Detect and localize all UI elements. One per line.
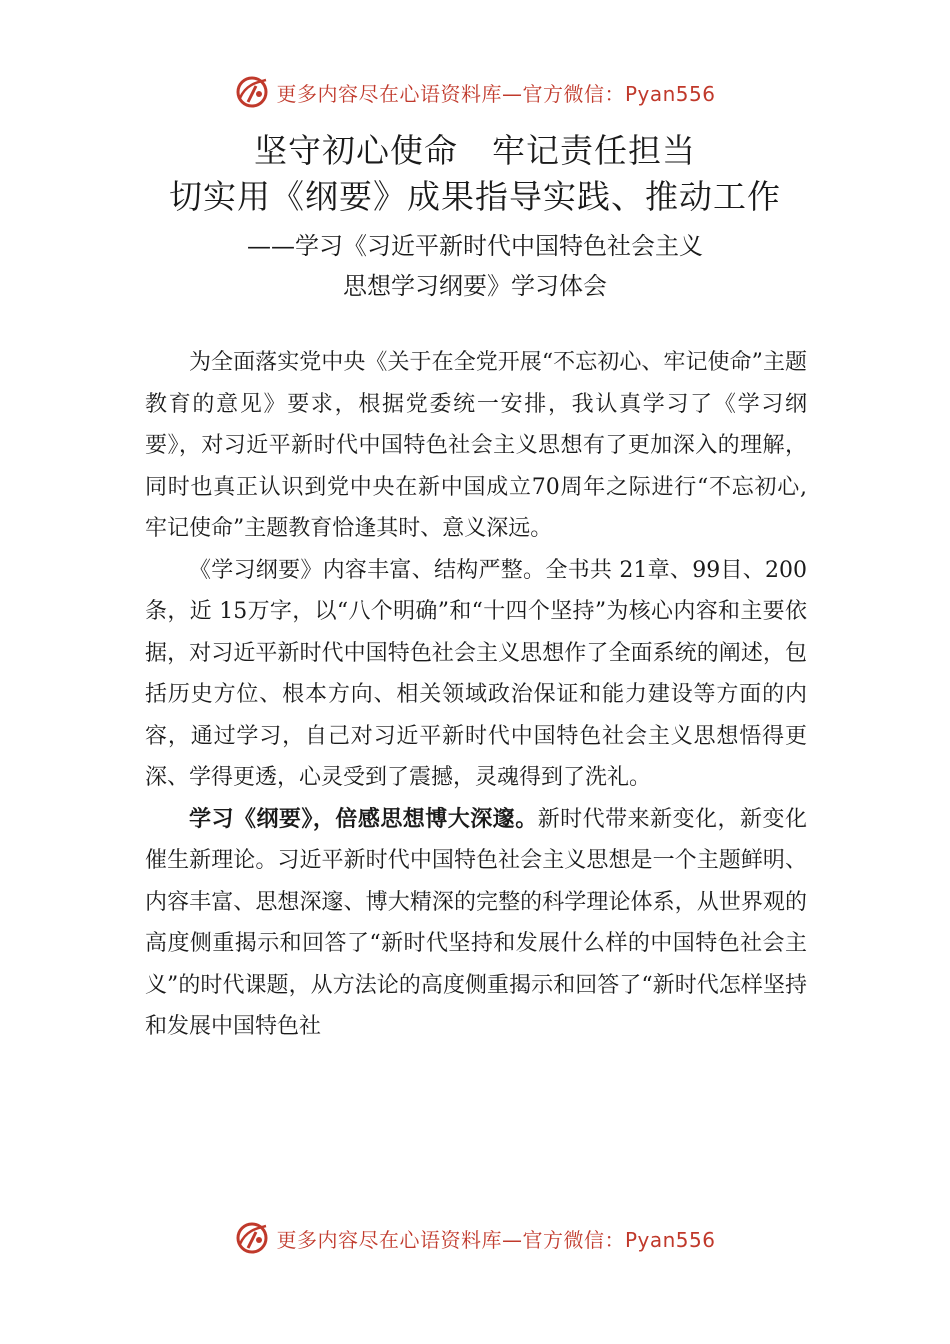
subtitle-line-1: ——学习《习近平新时代中国特色社会主义 [247, 232, 703, 260]
subtitle-line-2: 思想学习纲要》学习体会 [343, 272, 607, 300]
footer-banner [0, 1218, 950, 1258]
header-banner [0, 72, 950, 112]
footer-banner-text: 更多内容尽在心语资料库—官方微信：Pyan556 [276, 1227, 716, 1252]
document-body [145, 342, 807, 1048]
paragraph-1: 为全面落实党中央《关于在全党开展“不忘初心、牢记使命”主题教育的意见》要求，根据党委统一安排，我认真学习了《学习纲要》，对习近平新时代中国特色社会主义思想有了更加深入的理解，同时也真正认识到党中央在新中国成立70周年之际进行“不忘初心,牢记使命”主题教育恰逢其时、意义深远。 [145, 350, 807, 541]
header-banner-text: 更多内容尽在心语资料库—官方微信：Pyan556 [276, 81, 716, 106]
paragraph-3-text: 新时代带来新变化，新变化催生新理论。习近平新时代中国特色社会主义思想是一个主题鲜明、内容丰富、思想深邃、博大精深的完整的科学理论体系，从世界观的高度侧重揭示和回答了“新时代坚持和发展什么样的中国特色社会主义”的时代课题，从方法论的高度侧重揭示和回答了“新时代怎样坚持和发展中国特色社 [145, 806, 807, 1039]
paragraph-3 [145, 799, 807, 1048]
title-block [0, 128, 950, 306]
paragraph-3-lead: 学习《纲要》，倍感思想博大深邃。 [189, 806, 538, 832]
logo-icon [234, 1220, 270, 1256]
title-line-2: 切实用《纲要》成果指导实践、推动工作 [169, 177, 781, 216]
paragraph-2: 《学习纲要》内容丰富、结构严整。全书共 21章、99目、200条，近 15万字，以“八个明确”和“十四个坚持”为核心内容和主要依据，对习近平新时代中国特色社会主义思想作了全面系统的阐述，包括历史方位、根本方向、相关领域政治保证和能力建设等方面的内容，通过学习，自己对习近平新时代中国特色社会主义思想悟得更深、学得更透，心灵受到了震撼，灵魂得到了洗礼。 [145, 557, 807, 790]
logo-icon [234, 74, 270, 110]
title-line-1: 坚守初心使命 牢记责任担当 [254, 131, 696, 170]
